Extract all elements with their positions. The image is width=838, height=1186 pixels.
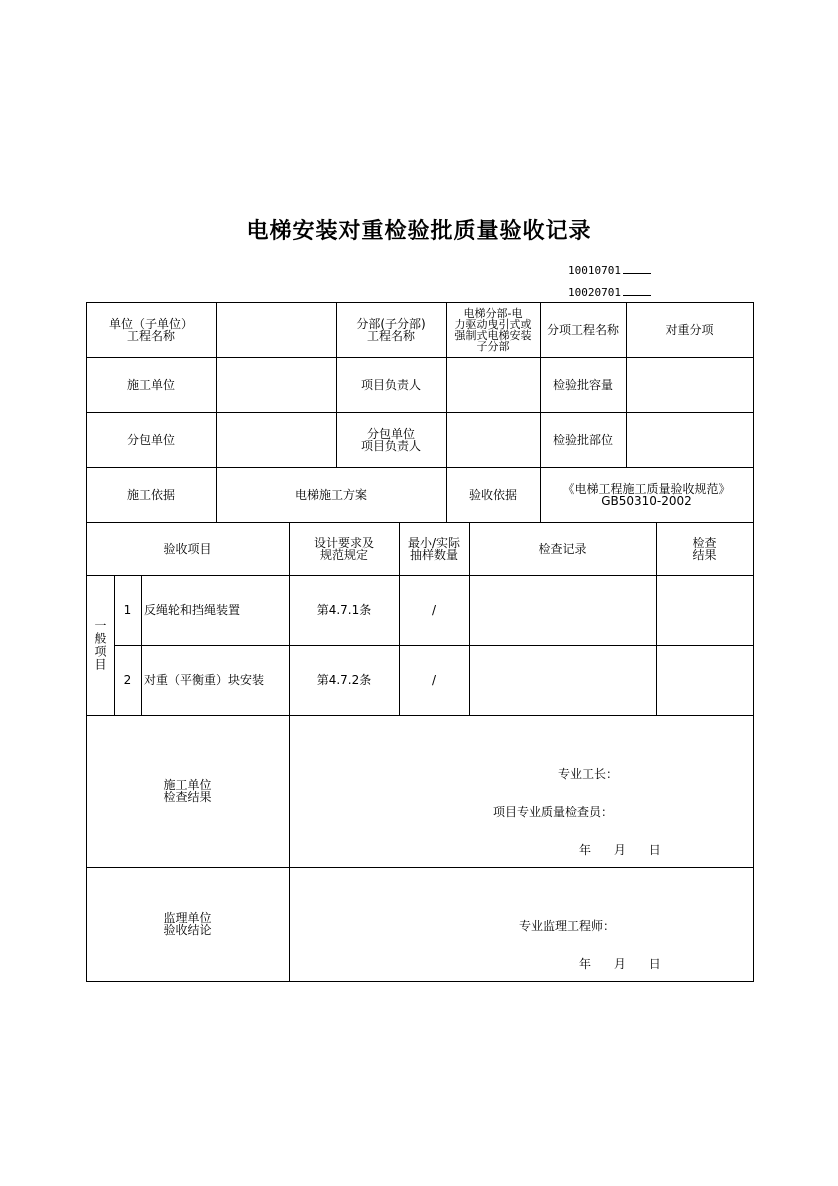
col-acceptance-item: 验收项目 bbox=[86, 522, 290, 576]
item-2-result[interactable] bbox=[656, 645, 754, 716]
subcontractor-label: 分包单位 bbox=[86, 412, 217, 468]
project-manager-value[interactable] bbox=[446, 357, 541, 413]
contractor-check-label: 施工单位 检查结果 bbox=[86, 715, 290, 868]
item-1-record[interactable] bbox=[469, 575, 657, 646]
subcontractor-value[interactable] bbox=[216, 412, 337, 468]
item-2-clause: 第4.7.2条 bbox=[289, 645, 400, 716]
supervisor-date: 年 月 日 bbox=[579, 957, 661, 971]
page-title: 电梯安装对重检验批质量验收记录 bbox=[246, 218, 592, 244]
record-code-1-value: 10010701 bbox=[568, 264, 621, 277]
acceptance-basis-label: 验收依据 bbox=[446, 467, 541, 523]
contractor-date: 年 月 日 bbox=[579, 843, 661, 857]
record-code-1 bbox=[568, 262, 651, 277]
contractor-label: 施工单位 bbox=[86, 357, 217, 413]
contractor-value[interactable] bbox=[216, 357, 337, 413]
item-2-record[interactable] bbox=[469, 645, 657, 716]
quality-inspector-label: 项目专业质量检查员： bbox=[493, 805, 614, 819]
item-2-name: 对重（平衡重）块安装 bbox=[141, 645, 290, 716]
sub-project-manager-label: 分包单位 项目负责人 bbox=[336, 412, 447, 468]
item-2-number: 2 bbox=[114, 645, 142, 716]
item-2-sample[interactable]: / bbox=[399, 645, 470, 716]
project-manager-label: 项目负责人 bbox=[336, 357, 447, 413]
item-1-clause: 第4.7.1条 bbox=[289, 575, 400, 646]
division-name-label: 分部(子分部) 工程名称 bbox=[336, 302, 447, 358]
construction-basis-value[interactable]: 电梯施工方案 bbox=[216, 467, 447, 523]
division-name-value[interactable]: 电梯分部-电 力驱动曳引式或 强制式电梯安装 子分部 bbox=[446, 302, 541, 358]
batch-capacity-value[interactable] bbox=[626, 357, 754, 413]
item-1-name: 反绳轮和挡绳装置 bbox=[141, 575, 290, 646]
foreman-label: 专业工长： bbox=[558, 767, 619, 781]
subitem-name-value[interactable]: 对重分项 bbox=[626, 302, 754, 358]
col-inspection-record: 检查记录 bbox=[469, 522, 657, 576]
record-code-2-value: 10020701 bbox=[568, 286, 621, 299]
unit-name-value[interactable] bbox=[216, 302, 337, 358]
item-1-result[interactable] bbox=[656, 575, 754, 646]
unit-name-label: 单位（子单位） 工程名称 bbox=[86, 302, 217, 358]
supervising-engineer-label: 专业监理工程师： bbox=[519, 919, 616, 933]
col-inspection-result: 检查 结果 bbox=[656, 522, 754, 576]
record-code-2 bbox=[568, 284, 651, 299]
col-sample-count: 最小/实际 抽样数量 bbox=[399, 522, 470, 576]
sub-project-manager-value[interactable] bbox=[446, 412, 541, 468]
item-1-sample[interactable]: / bbox=[399, 575, 470, 646]
batch-location-label: 检验批部位 bbox=[540, 412, 627, 468]
item-1-number: 1 bbox=[114, 575, 142, 646]
record-code-2-blank[interactable] bbox=[623, 284, 651, 296]
batch-capacity-label: 检验批容量 bbox=[540, 357, 627, 413]
general-items-label: 一般项目 bbox=[93, 619, 107, 671]
supervisor-conclusion-label: 监理单位 验收结论 bbox=[86, 867, 290, 982]
record-code-1-blank[interactable] bbox=[623, 262, 651, 274]
col-design-requirement: 设计要求及 规范规定 bbox=[289, 522, 400, 576]
contractor-check-area[interactable] bbox=[289, 715, 754, 868]
batch-location-value[interactable] bbox=[626, 412, 754, 468]
acceptance-basis-value[interactable]: 《电梯工程施工质量验收规范》 GB50310-2002 bbox=[540, 467, 754, 523]
construction-basis-label: 施工依据 bbox=[86, 467, 217, 523]
general-items-group bbox=[86, 575, 115, 716]
subitem-name-label: 分项工程名称 bbox=[540, 302, 627, 358]
